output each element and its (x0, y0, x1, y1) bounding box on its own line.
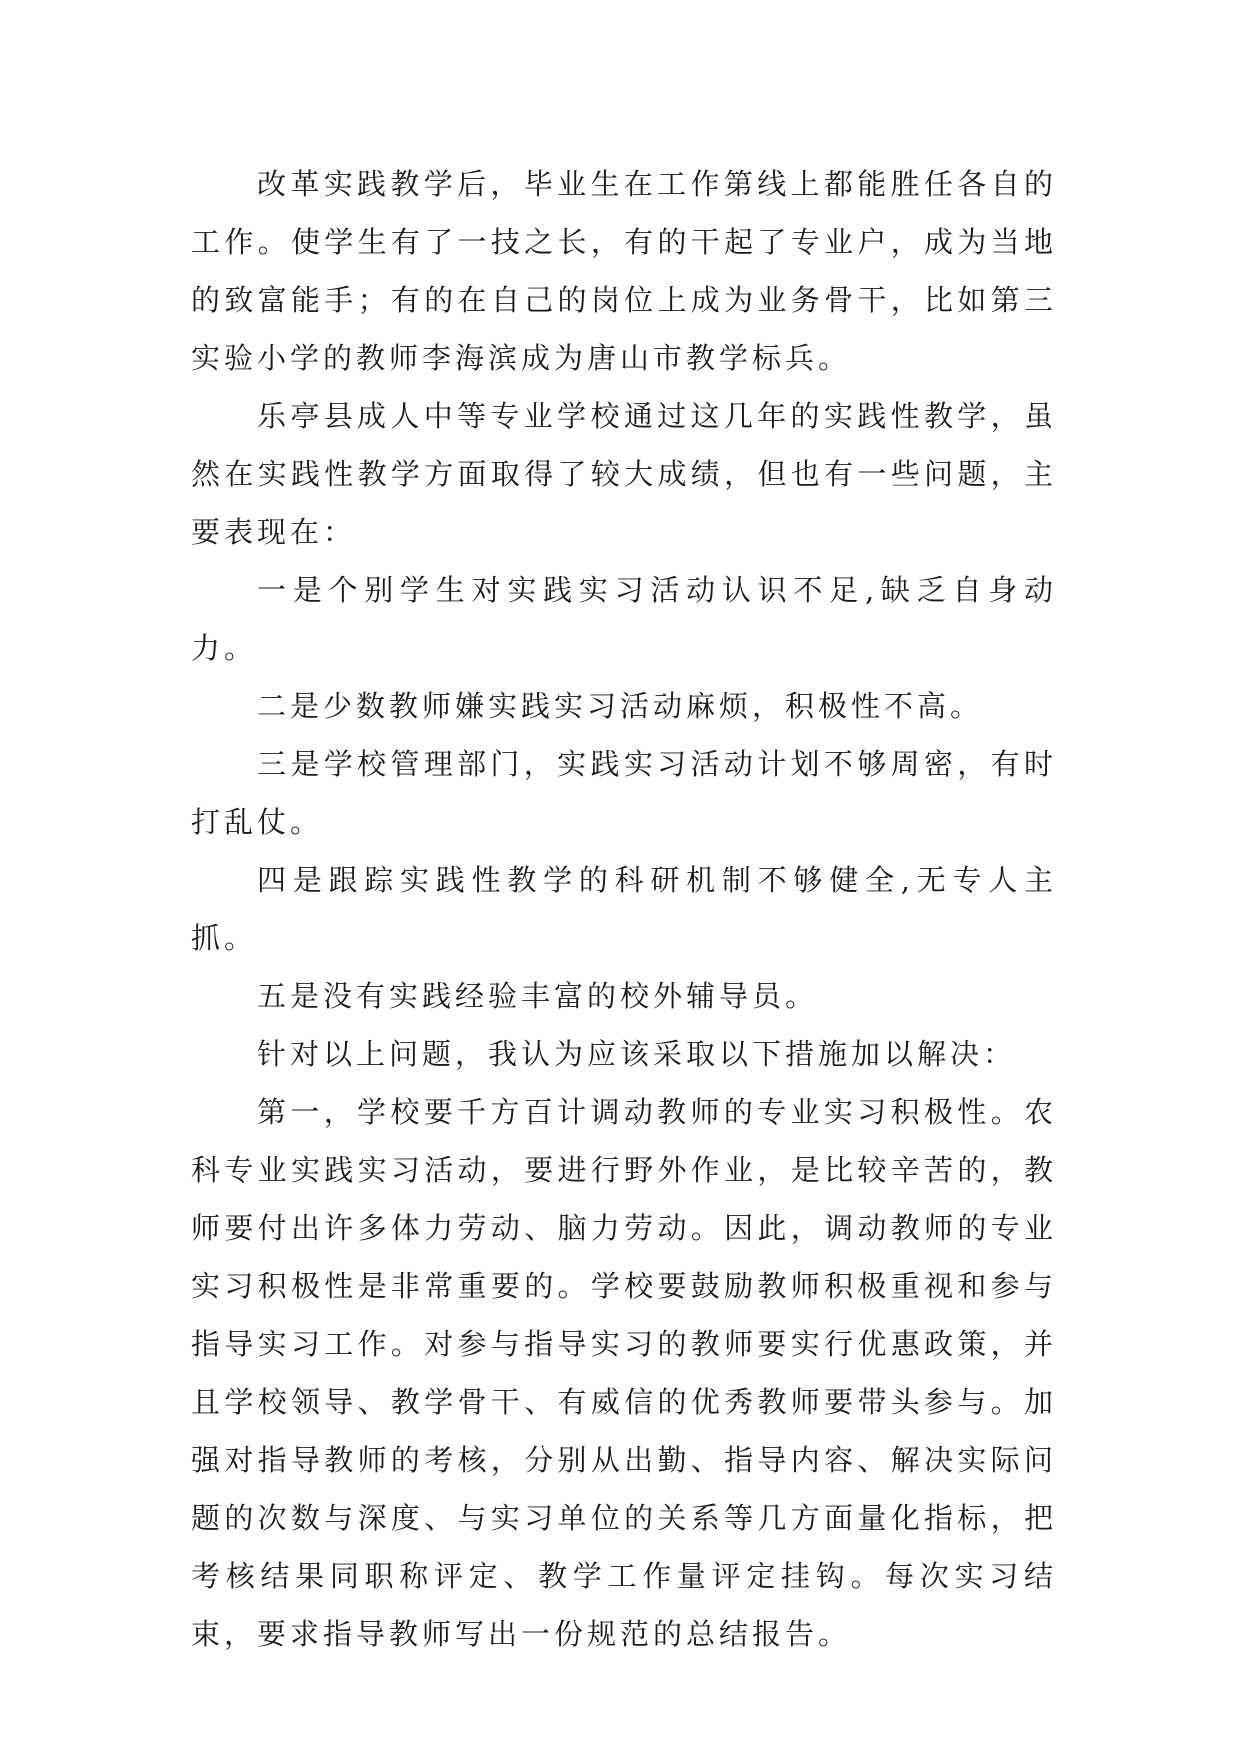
document-page (191, 155, 1057, 1663)
paragraph-problem-3: 三是学校管理部门，实践实习活动计划不够周密，有时打乱仗。 (191, 747, 1057, 839)
paragraph-problem-4: 四是跟踪实践性教学的科研机制不够健全,无专人主抓。 (191, 863, 1057, 955)
paragraph-graduate-outcomes: 改革实践教学后，毕业生在工作第线上都能胜任各自的工作。使学生有了一技之长，有的干起了专业户，成为当地的致富能手；有的在自己的岗位上成为业务骨干，比如第三实验小学的教师李海滨成为唐山市教学标兵。 (191, 167, 1057, 375)
paragraph-problem-2: 二是少数教师嫌实践实习活动麻烦，积极性不高。 (257, 689, 984, 723)
paragraph-problem-1: 一是个别学生对实践实习活动认识不足,缺乏自身动力。 (191, 573, 1057, 665)
paragraph-measures-intro: 针对以上问题，我认为应该采取以下措施加以解决： (257, 1037, 1017, 1071)
paragraph-measure-1: 第一，学校要千方百计调动教师的专业实习积极性。农科专业实践实习活动，要进行野外作业，是比较辛苦的，教师要付出许多体力劳动、脑力劳动。因此，调动教师的专业实习积极性是非常重要的。学校要鼓励教师积极重视和参与指导实习工作。对参与指导实习的教师要实行优惠政策，并且学校领导、教学骨干、有威信的优秀教师要带头参与。加强对指导教师的考核，分别从出勤、指导内容、解决实际问题的次数与深度、与实习单位的关系等几方面量化指标，把考核结果同职称评定、教学工作量评定挂钩。每次实习结束，要求指导教师写出一份规范的总结报告。 (191, 1095, 1057, 1651)
paragraph-problem-5: 五是没有实践经验丰富的校外辅导员。 (257, 979, 819, 1013)
paragraph-problems-intro: 乐亭县成人中等专业学校通过这几年的实践性教学，虽然在实践性教学方面取得了较大成绩，但也有一些问题，主要表现在： (191, 399, 1057, 549)
